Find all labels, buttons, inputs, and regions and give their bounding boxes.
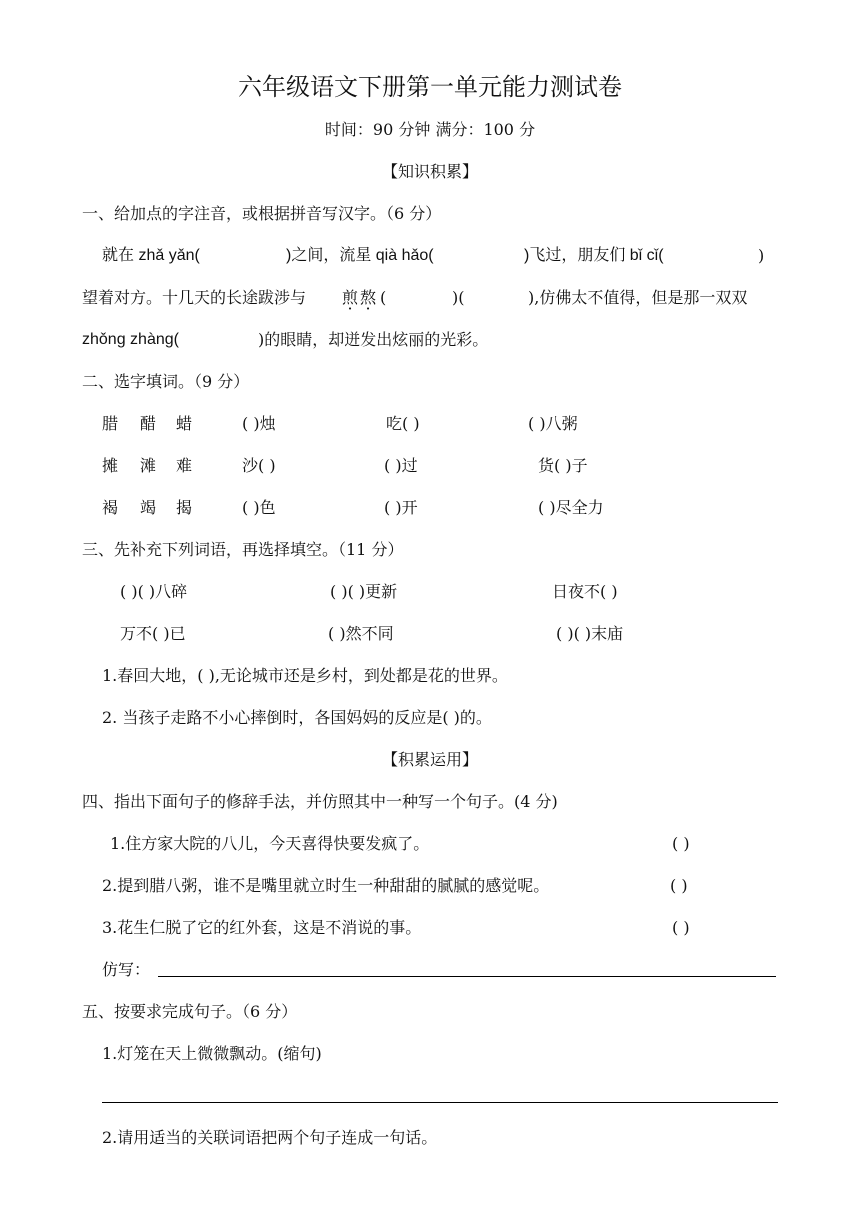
q1-line2-blank2: )( (452, 288, 465, 307)
q3-sentence-2: 2. 当孩子走路不小心摔倒时，各国妈妈的反应是( )的。 (102, 708, 492, 727)
q1-line1-part3: )飞过，朋友们 bǐ cǐ( (524, 247, 664, 264)
q2-blank-item: 吃( ) (386, 414, 420, 433)
q5-heading: 五、按要求完成句子。（6 分） (82, 1002, 298, 1021)
dotted-char-1: 煎 · (342, 288, 358, 308)
q1-line1-part1: 就在 zhǎ yǎn( (102, 247, 200, 264)
q1-heading: 一、给加点的字注音，或根据拼音写汉字。（6 分） (82, 204, 442, 223)
q2-blank-item: ( )开 (384, 498, 418, 517)
q4-item-1: 1.住方家大院的八儿，今天喜得快要发疯了。 (110, 834, 430, 853)
q1-line1-part4: ) (758, 246, 765, 265)
q1-line3-text: )的眼睛，却迸发出炫丽的光彩。 (258, 330, 489, 349)
imitate-label: 仿写： (102, 960, 151, 979)
q2-char: 摊 (102, 456, 119, 475)
q5-item-1: 1.灯笼在天上微微飘动。(缩句) (102, 1044, 322, 1063)
page-title: 六年级语文下册第一单元能力测试卷 (238, 73, 622, 101)
q2-blank-item: ( )八粥 (528, 414, 578, 433)
q3-idiom: ( )( )更新 (330, 582, 398, 601)
q2-char: 揭 (176, 498, 193, 517)
q4-answer-blank-2: ( ) (670, 876, 688, 895)
q1-line2-tail: ),仿佛太不值得，但是那一双双 (528, 288, 748, 307)
q4-answer-blank-3: ( ) (672, 918, 690, 937)
q2-char: 竭 (140, 498, 157, 517)
q2-heading: 二、选字填词。（9 分） (82, 372, 250, 391)
q4-heading: 四、指出下面句子的修辞手法，并仿照其中一种写一个句子。(4 分) (82, 792, 558, 811)
q3-sentence-1: 1.春回大地，( ),无论城市还是乡村，到处都是花的世界。 (102, 666, 508, 685)
section-heading-application: 【积累运用】 (381, 750, 478, 769)
imitate-answer-line (158, 976, 776, 977)
exam-info: 时间：90 分钟 满分：100 分 (324, 120, 536, 139)
q2-char: 醋 (140, 414, 157, 433)
q2-char: 滩 (140, 456, 157, 475)
q2-blank-item: ( )色 (242, 498, 276, 517)
q2-char: 难 (176, 456, 193, 475)
q2-blank-item: 沙( ) (242, 456, 276, 475)
q4-item-2: 2.提到腊八粥，谁不是嘴里就立时生一种甜甜的腻腻的感觉呢。 (102, 876, 550, 895)
q2-char: 褐 (102, 498, 119, 517)
q1-line2-text: 望着对方。十几天的长途跋涉与 (82, 288, 307, 307)
dotted-char-2: 熬 · (360, 288, 376, 308)
q3-idiom: ( )然不同 (328, 624, 394, 643)
q5-answer-line (102, 1102, 778, 1103)
q2-blank-item: 货( )子 (538, 456, 588, 475)
q3-idiom: 万不( )已 (120, 624, 186, 643)
q4-answer-blank-1: ( ) (672, 834, 690, 853)
q1-line1-part2: )之间，流星 qià hǎo( (286, 247, 434, 264)
q5-item-2: 2.请用适当的关联词语把两个句子连成一句话。 (102, 1128, 438, 1147)
q3-idiom: ( )( )八碎 (120, 582, 188, 601)
q2-blank-item: ( )尽全力 (538, 498, 604, 517)
q3-idiom: ( )( )末庙 (556, 624, 624, 643)
q2-blank-item: ( )烛 (242, 414, 276, 433)
q2-char: 腊 (102, 414, 119, 433)
q2-blank-item: ( )过 (384, 456, 418, 475)
q3-idiom: 日夜不( ) (552, 582, 618, 601)
q1-line2-blank1: ( (380, 288, 387, 307)
q1-line3-pinyin: zhǒng zhàng( (82, 331, 179, 348)
section-heading-knowledge: 【知识积累】 (381, 162, 478, 181)
q2-char: 蜡 (176, 414, 193, 433)
q4-item-3: 3.花生仁脱了它的红外套，这是不消说的事。 (102, 918, 422, 937)
q3-heading: 三、先补充下列词语，再选择填空。（11 分） (82, 540, 404, 559)
